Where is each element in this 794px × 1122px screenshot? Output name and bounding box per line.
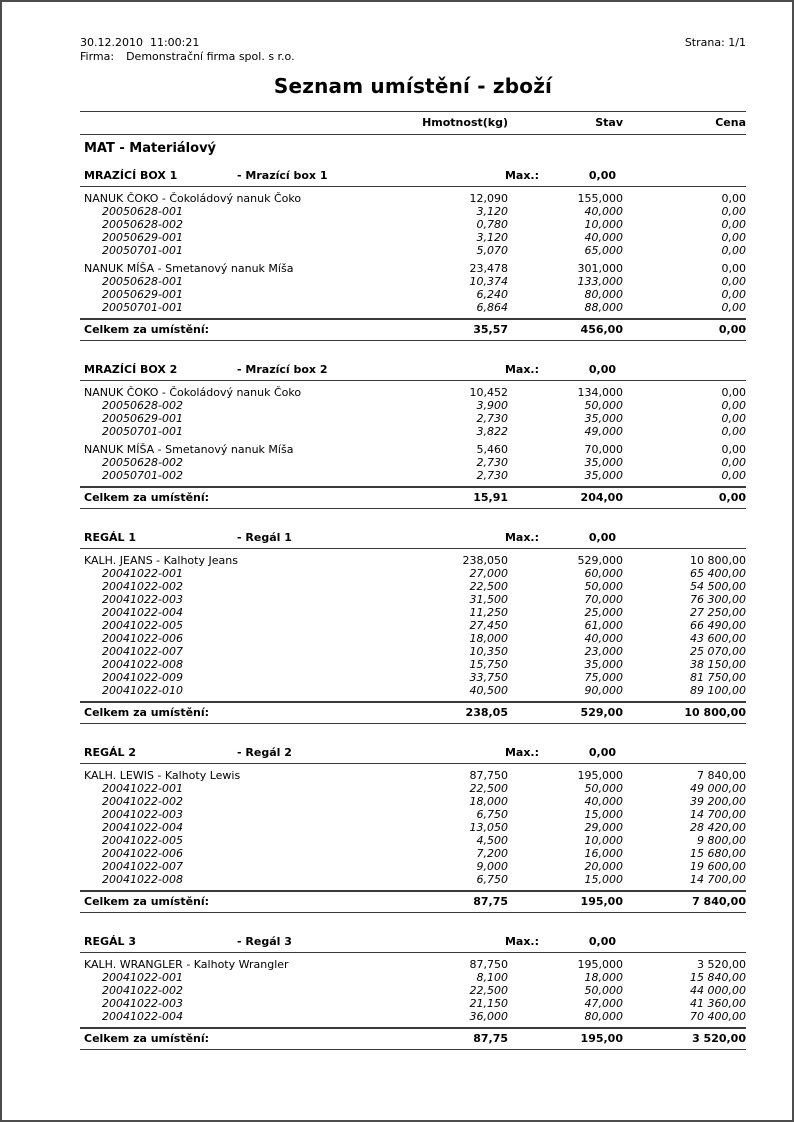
batch-id: 20041022-001 [102, 782, 183, 795]
batch-id: 20041022-004 [102, 606, 183, 619]
weight-value: 27,450 [469, 619, 508, 632]
price-value: 0,00 [721, 301, 746, 314]
price-value: 76 300,00 [690, 593, 746, 606]
batch-row [80, 580, 746, 593]
batch-row [80, 456, 746, 469]
batch-row [80, 469, 746, 482]
price-value: 14 700,00 [690, 808, 746, 821]
report-datetime: 30.12.2010 11:00:21 [80, 36, 200, 49]
state-value: 18,000 [584, 971, 623, 984]
state-value: 529,000 [577, 554, 623, 567]
column-header-price: Cena [715, 116, 746, 129]
state-value: 50,000 [584, 580, 623, 593]
location-header [80, 933, 746, 953]
batch-row [80, 821, 746, 834]
price-value: 0,00 [721, 205, 746, 218]
max-label: Max.: [504, 746, 539, 759]
price-value: 89 100,00 [690, 684, 746, 697]
total-label: Celkem za umístění: [84, 1032, 210, 1045]
batch-row [80, 632, 746, 645]
location-total-row [80, 701, 746, 724]
state-value: 40,000 [584, 231, 623, 244]
weight-value: 22,500 [469, 782, 508, 795]
state-value: 15,000 [584, 873, 623, 886]
spacer [616, 935, 746, 948]
weight-value: 87,75 [473, 895, 508, 908]
weight-value: 31,500 [469, 593, 508, 606]
total-label: Celkem za umístění: [84, 895, 210, 908]
batch-row [80, 301, 746, 314]
weight-value: 23,478 [469, 262, 508, 275]
weight-value: 11,250 [469, 606, 508, 619]
weight-value: 10,374 [469, 275, 508, 288]
max-value: 0,00 [588, 531, 616, 544]
max-value: 0,00 [588, 169, 616, 182]
price-value: 54 500,00 [690, 580, 746, 593]
weight-value: 13,050 [469, 821, 508, 834]
state-value: 61,000 [584, 619, 623, 632]
batch-id: 20041022-008 [102, 873, 183, 886]
max-value: 0,00 [588, 746, 616, 759]
product-name: NANUK ČOKO - Čokoládový nanuk Čoko [84, 192, 302, 205]
batch-row [80, 782, 746, 795]
batch-id: 20041022-003 [102, 593, 183, 606]
weight-value: 22,500 [469, 984, 508, 997]
max-label: Max.: [504, 169, 539, 182]
batch-row [80, 847, 746, 860]
batch-row [80, 834, 746, 847]
price-value: 49 000,00 [690, 782, 746, 795]
max-value: 0,00 [588, 363, 616, 376]
batch-row [80, 873, 746, 886]
state-value: 15,000 [584, 808, 623, 821]
price-value: 10 800,00 [684, 706, 746, 719]
state-value: 25,000 [584, 606, 623, 619]
price-value: 0,00 [721, 218, 746, 231]
location-code: REGÁL 2 [84, 746, 137, 759]
batch-id: 20041022-004 [102, 1010, 183, 1023]
product-row [80, 554, 746, 567]
column-headers [80, 112, 746, 134]
batch-id: 20041022-010 [102, 684, 183, 697]
firm-label: Firma: [80, 50, 115, 63]
state-value: 195,000 [577, 958, 623, 971]
price-value: 15 840,00 [690, 971, 746, 984]
column-spacer [80, 116, 358, 129]
price-value: 27 250,00 [690, 606, 746, 619]
weight-value: 6,864 [476, 301, 508, 314]
spacer [616, 169, 746, 182]
location-code: REGÁL 1 [84, 531, 137, 544]
batch-row [80, 593, 746, 606]
price-value: 0,00 [721, 469, 746, 482]
location-section [80, 529, 746, 724]
location-header [80, 744, 746, 764]
batch-id: 20050629-001 [102, 231, 183, 244]
location-total-row [80, 890, 746, 913]
batch-id: 20041022-006 [102, 847, 183, 860]
weight-value: 3,900 [476, 399, 508, 412]
state-value: 35,000 [584, 412, 623, 425]
sections-container [80, 167, 746, 1050]
state-value: 35,000 [584, 456, 623, 469]
product-name: KALH. LEWIS - Kalhoty Lewis [84, 769, 241, 782]
state-value: 529,00 [580, 706, 623, 719]
total-label: Celkem za umístění: [84, 323, 210, 336]
price-value: 39 200,00 [690, 795, 746, 808]
batch-id: 20041022-002 [102, 580, 183, 593]
batch-row [80, 205, 746, 218]
weight-value: 4,500 [476, 834, 508, 847]
state-value: 40,000 [584, 795, 623, 808]
batch-row [80, 567, 746, 580]
state-value: 10,000 [584, 834, 623, 847]
page-header [80, 36, 746, 64]
batch-id: 20050629-001 [102, 412, 183, 425]
weight-value: 3,822 [476, 425, 508, 438]
price-value: 0,00 [721, 262, 746, 275]
weight-value: 3,120 [476, 205, 508, 218]
batch-id: 20041022-003 [102, 997, 183, 1010]
column-header-weight: Hmotnost(kg) [422, 116, 508, 129]
product-name: KALH. WRANGLER - Kalhoty Wrangler [84, 958, 289, 971]
batch-row [80, 671, 746, 684]
product-name: NANUK ČOKO - Čokoládový nanuk Čoko [84, 386, 302, 399]
product-row [80, 443, 746, 456]
batch-id: 20041022-009 [102, 671, 183, 684]
price-value: 3 520,00 [697, 958, 746, 971]
batch-row [80, 425, 746, 438]
batch-row [80, 684, 746, 697]
price-value: 0,00 [721, 244, 746, 257]
location-section [80, 167, 746, 341]
max-value: 0,00 [588, 935, 616, 948]
weight-value: 87,750 [469, 958, 508, 971]
batch-row [80, 399, 746, 412]
location-code: MRAZÍCÍ BOX 1 [84, 169, 178, 182]
price-value: 81 750,00 [690, 671, 746, 684]
batch-row [80, 244, 746, 257]
weight-value: 2,730 [476, 469, 508, 482]
firm-name: Demonstrační firma spol. s r.o. [126, 50, 295, 63]
state-value: 133,000 [577, 275, 623, 288]
product-name: NANUK MÍŠA - Smetanový nanuk Míša [84, 262, 294, 275]
location-total-row [80, 318, 746, 341]
weight-value: 238,050 [462, 554, 508, 567]
batch-row [80, 658, 746, 671]
price-value: 7 840,00 [692, 895, 746, 908]
price-value: 0,00 [721, 399, 746, 412]
batch-row [80, 412, 746, 425]
price-value: 0,00 [721, 192, 746, 205]
state-value: 50,000 [584, 984, 623, 997]
price-value: 0,00 [721, 412, 746, 425]
product-row [80, 769, 746, 782]
page-number: Strana: 1/1 [684, 36, 746, 49]
product-row [80, 386, 746, 399]
batch-row [80, 1010, 746, 1023]
price-value: 0,00 [721, 288, 746, 301]
state-value: 50,000 [584, 782, 623, 795]
price-value: 0,00 [721, 456, 746, 469]
weight-value: 9,000 [476, 860, 508, 873]
product-row [80, 192, 746, 205]
state-value: 40,000 [584, 632, 623, 645]
batch-id: 20050701-002 [102, 469, 183, 482]
state-value: 90,000 [584, 684, 623, 697]
product-name: KALH. JEANS - Kalhoty Jeans [84, 554, 238, 567]
group-title: MAT - Materiálový [84, 141, 217, 156]
weight-value: 8,100 [476, 971, 508, 984]
total-label: Celkem za umístění: [84, 706, 210, 719]
batch-row [80, 218, 746, 231]
state-value: 80,000 [584, 288, 623, 301]
price-value: 0,00 [721, 386, 746, 399]
location-header [80, 529, 746, 549]
state-value: 20,000 [584, 860, 623, 873]
spacer [616, 746, 746, 759]
batch-id: 20041022-002 [102, 984, 183, 997]
batch-row [80, 275, 746, 288]
batch-id: 20050701-001 [102, 244, 183, 257]
batch-id: 20041022-004 [102, 821, 183, 834]
batch-id: 20041022-005 [102, 834, 183, 847]
weight-value: 6,240 [476, 288, 508, 301]
price-value: 0,00 [721, 231, 746, 244]
state-value: 301,000 [577, 262, 623, 275]
state-value: 49,000 [584, 425, 623, 438]
weight-value: 10,452 [469, 386, 508, 399]
price-value: 14 700,00 [690, 873, 746, 886]
weight-value: 6,750 [476, 873, 508, 886]
state-value: 10,000 [584, 218, 623, 231]
location-section [80, 744, 746, 913]
state-value: 70,000 [584, 443, 623, 456]
batch-id: 20050628-001 [102, 205, 183, 218]
product-name: NANUK MÍŠA - Smetanový nanuk Míša [84, 443, 294, 456]
location-name: - Mrazící box 2 [237, 363, 328, 376]
weight-value: 3,120 [476, 231, 508, 244]
spacer [616, 531, 746, 544]
report-content [2, 2, 792, 1050]
weight-value: 21,150 [469, 997, 508, 1010]
state-value: 50,000 [584, 399, 623, 412]
state-value: 195,00 [580, 895, 623, 908]
batch-id: 20041022-008 [102, 658, 183, 671]
report-firm-line [80, 50, 295, 64]
weight-value: 2,730 [476, 412, 508, 425]
price-value: 10 800,00 [690, 554, 746, 567]
price-value: 41 360,00 [690, 997, 746, 1010]
price-value: 25 070,00 [690, 645, 746, 658]
page-header-left [80, 36, 295, 64]
product-row [80, 262, 746, 275]
batch-id: 20041022-006 [102, 632, 183, 645]
state-value: 35,000 [584, 469, 623, 482]
weight-value: 35,57 [473, 323, 508, 336]
state-value: 16,000 [584, 847, 623, 860]
batch-id: 20050628-002 [102, 399, 183, 412]
batch-row [80, 231, 746, 244]
batch-row [80, 808, 746, 821]
batch-id: 20050629-001 [102, 288, 183, 301]
weight-value: 33,750 [469, 671, 508, 684]
price-value: 0,00 [718, 491, 746, 504]
weight-value: 7,200 [476, 847, 508, 860]
state-value: 195,000 [577, 769, 623, 782]
batch-id: 20041022-007 [102, 860, 183, 873]
batch-id: 20050701-001 [102, 301, 183, 314]
price-value: 0,00 [721, 443, 746, 456]
state-value: 23,000 [584, 645, 623, 658]
weight-value: 27,000 [469, 567, 508, 580]
state-value: 134,000 [577, 386, 623, 399]
state-value: 35,000 [584, 658, 623, 671]
state-value: 60,000 [584, 567, 623, 580]
price-value: 44 000,00 [690, 984, 746, 997]
location-name: - Regál 3 [237, 935, 292, 948]
weight-value: 5,460 [476, 443, 508, 456]
price-value: 28 420,00 [690, 821, 746, 834]
state-value: 80,000 [584, 1010, 623, 1023]
state-value: 47,000 [584, 997, 623, 1010]
batch-id: 20041022-005 [102, 619, 183, 632]
weight-value: 40,500 [469, 684, 508, 697]
batch-id: 20050701-001 [102, 425, 183, 438]
state-value: 204,00 [580, 491, 623, 504]
price-value: 0,00 [718, 323, 746, 336]
product-row [80, 958, 746, 971]
state-value: 456,00 [580, 323, 623, 336]
weight-value: 15,750 [469, 658, 508, 671]
location-total-row [80, 1027, 746, 1050]
weight-value: 15,91 [473, 491, 508, 504]
location-section [80, 933, 746, 1050]
max-label: Max.: [504, 531, 539, 544]
max-label: Max.: [504, 363, 539, 376]
weight-value: 18,000 [469, 632, 508, 645]
total-label: Celkem za umístění: [84, 491, 210, 504]
batch-row [80, 984, 746, 997]
price-value: 70 400,00 [690, 1010, 746, 1023]
weight-value: 12,090 [469, 192, 508, 205]
batch-row [80, 795, 746, 808]
batch-row [80, 971, 746, 984]
weight-value: 2,730 [476, 456, 508, 469]
location-code: REGÁL 3 [84, 935, 137, 948]
location-name: - Mrazící box 1 [237, 169, 328, 182]
price-value: 7 840,00 [697, 769, 746, 782]
price-value: 66 490,00 [690, 619, 746, 632]
weight-value: 18,000 [469, 795, 508, 808]
batch-row [80, 860, 746, 873]
price-value: 3 520,00 [692, 1032, 746, 1045]
location-total-row [80, 486, 746, 509]
price-value: 9 800,00 [697, 834, 746, 847]
max-label: Max.: [504, 935, 539, 948]
weight-value: 0,780 [476, 218, 508, 231]
batch-row [80, 288, 746, 301]
location-header [80, 361, 746, 381]
batch-row [80, 997, 746, 1010]
weight-value: 5,070 [476, 244, 508, 257]
report-title: Seznam umístění - zboží [273, 74, 553, 98]
price-value: 15 680,00 [690, 847, 746, 860]
weight-value: 10,350 [469, 645, 508, 658]
location-name: - Regál 1 [237, 531, 292, 544]
batch-id: 20041022-003 [102, 808, 183, 821]
price-value: 43 600,00 [690, 632, 746, 645]
weight-value: 238,05 [465, 706, 508, 719]
batch-id: 20050628-002 [102, 218, 183, 231]
weight-value: 87,75 [473, 1032, 508, 1045]
batch-id: 20050628-002 [102, 456, 183, 469]
state-value: 70,000 [584, 593, 623, 606]
price-value: 65 400,00 [690, 567, 746, 580]
price-value: 0,00 [721, 275, 746, 288]
batch-id: 20041022-007 [102, 645, 183, 658]
weight-value: 6,750 [476, 808, 508, 821]
batch-id: 20041022-001 [102, 971, 183, 984]
state-value: 75,000 [584, 671, 623, 684]
state-value: 88,000 [584, 301, 623, 314]
location-section [80, 361, 746, 509]
weight-value: 87,750 [469, 769, 508, 782]
location-code: MRAZÍCÍ BOX 2 [84, 363, 178, 376]
batch-row [80, 619, 746, 632]
batch-id: 20041022-002 [102, 795, 183, 808]
batch-id: 20041022-001 [102, 567, 183, 580]
location-header [80, 167, 746, 187]
location-name: - Regál 2 [237, 746, 292, 759]
state-value: 40,000 [584, 205, 623, 218]
price-value: 19 600,00 [690, 860, 746, 873]
header-rule-bottom [80, 134, 746, 135]
batch-row [80, 606, 746, 619]
state-value: 155,000 [577, 192, 623, 205]
weight-value: 36,000 [469, 1010, 508, 1023]
spacer [616, 363, 746, 376]
price-value: 0,00 [721, 425, 746, 438]
state-value: 29,000 [584, 821, 623, 834]
price-value: 38 150,00 [690, 658, 746, 671]
state-value: 195,00 [580, 1032, 623, 1045]
state-value: 65,000 [584, 244, 623, 257]
weight-value: 22,500 [469, 580, 508, 593]
batch-id: 20050628-001 [102, 275, 183, 288]
column-header-state: Stav [595, 116, 623, 129]
batch-row [80, 645, 746, 658]
